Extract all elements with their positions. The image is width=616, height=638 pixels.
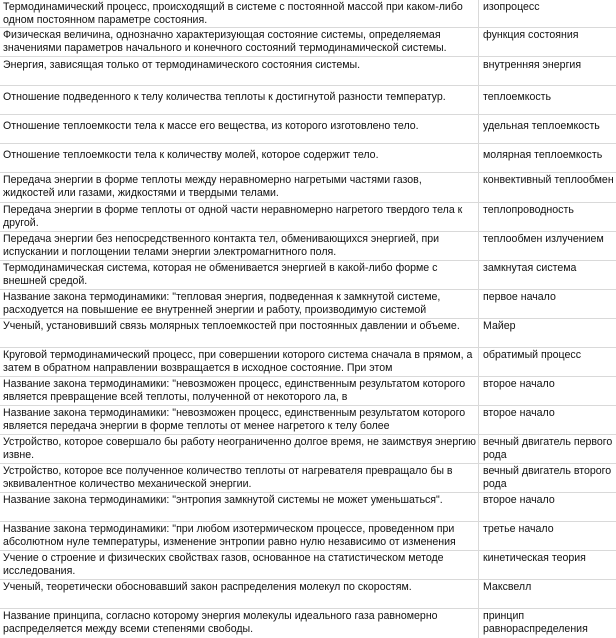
definition-cell: Отношение подведенного к телу количества теплоты к достигнутой разности температур. [0, 86, 479, 114]
term-cell: кинетическая теория [483, 552, 586, 564]
definition-cell: Передача энергии в форме теплоты от одной части неравномерно нагретого твердого тела к другой. [0, 203, 479, 231]
table-row [0, 115, 616, 144]
table-row [0, 580, 616, 609]
definition-cell: Ученый, установивший связь молярных теплоемкостей при постоянных давлении и объеме. [0, 319, 479, 347]
term-cell: принцип равнораспределения [483, 610, 588, 635]
definition-cell: Учение о строение и физических свойствах газов, основанное на статистическом методе исследования. [0, 551, 479, 579]
table-row [0, 319, 616, 348]
definition-cell: Название принципа, согласно которому энергия молекулы идеального газа равномерно распределяется между всеми степенями свободы. [0, 609, 479, 638]
definition-cell: Устройство, которое совершало бы работу неограниченно долгое время, не заимствуя энергию извне. [0, 435, 479, 463]
table-row [0, 493, 616, 522]
table-row [0, 522, 616, 551]
term-cell: удельная теплоемкость [483, 120, 600, 132]
definition-cell: Термодинамическая система, которая не обменивается энергией в какой-либо форме с внешней средой. [0, 261, 479, 289]
term-cell: теплообмен излучением [483, 233, 604, 245]
definition-cell: Название закона термодинамики: "тепловая энергия, подведенная к замкнутой системе, расходуется на повышение ее внутренней энергии и работу, производимую системой [0, 290, 479, 318]
table-row [0, 551, 616, 580]
table-row [0, 173, 616, 203]
table-row [0, 232, 616, 261]
definition-cell: Передача энергии в форме теплоты между неравномерно нагретыми частями газов, жидкостей или газами, жидкостями и твердыми телами. [0, 173, 479, 202]
term-cell: вечный двигатель первого рода [483, 436, 613, 461]
table-row [0, 0, 616, 28]
definition-cell: Отношение теплоемкости тела к массе его вещества, из которого изготовлено тело. [0, 115, 479, 143]
definition-cell: Отношение теплоемкости тела к количеству молей, которое содержит тело. [0, 144, 479, 172]
term-cell: вечный двигатель второго рода [483, 465, 612, 490]
table-row [0, 435, 616, 464]
table-row [0, 57, 616, 86]
definition-cell: Название закона термодинамики: "при любом изотермическом процессе, проведенном при абсолютном нуле температуры, изменение энтропии равно нулю независимо от изменения [0, 522, 479, 550]
table-row [0, 261, 616, 290]
table-row [0, 290, 616, 319]
table-row [0, 348, 616, 377]
term-cell: второе начало [483, 407, 555, 419]
table-row [0, 28, 616, 57]
definition-cell: Физическая величина, однозначно характеризующая состояние системы, определяемая значениями параметров начального и конечного состояний термодинамической системы. [0, 28, 479, 56]
definition-cell: Ученый, теоретически обосновавший закон распределения молекул по скоростям. [0, 580, 479, 608]
table-row [0, 144, 616, 173]
term-cell: третье начало [483, 523, 554, 535]
term-cell: второе начало [483, 378, 555, 390]
definition-cell: Круговой термодинамический процесс, при совершении которого система сначала в прямом, а затем в обратном направлении возвращается в исходное состояние. При этом [0, 348, 479, 376]
term-cell: обратимый процесс [483, 349, 581, 361]
term-cell: Майер [483, 320, 516, 332]
table-row [0, 406, 616, 435]
definition-cell: Название закона термодинамики: "невозможен процесс, единственным результатом которого является превращение всей теплоты, полученной от некоторого ла, в [0, 377, 479, 405]
term-cell: функция состояния [483, 29, 579, 41]
definition-cell: Передача энергии без непосредственного контакта тел, обменивающихся энергией, при испускании и поглощении телами энергии электромагнитного поля. [0, 232, 479, 260]
term-cell: молярная теплоемкость [483, 149, 603, 161]
definition-cell: Название закона термодинамики: "энтропия замкнутой системы не может уменьшаться". [0, 493, 479, 521]
term-cell: конвективный теплообмен [483, 174, 614, 186]
table-row [0, 86, 616, 115]
table-row [0, 203, 616, 232]
term-cell: внутренняя энергия [483, 59, 582, 71]
term-cell: теплопроводность [483, 204, 574, 216]
term-cell: теплоемкость [483, 91, 552, 103]
definition-cell: Энергия, зависящая только от термодинамического состояния системы. [0, 57, 479, 85]
definition-cell: Термодинамический процесс, происходящий в системе с постоянной массой при каком-либо одном постоянном параметре состояния. [0, 0, 479, 27]
term-cell: изопроцесс [483, 1, 540, 13]
table-row [0, 464, 616, 493]
table-row [0, 609, 616, 638]
definition-cell: Устройство, которое все полученное количество теплоты от нагревателя превращало бы в эквивалентное количество механической энергии. [0, 464, 479, 492]
table-row [0, 377, 616, 406]
term-cell: первое начало [483, 291, 556, 303]
definition-cell: Название закона термодинамики: "невозможен процесс, единственным результатом которого является передача энергии в форме теплоты от менее нагретого к телу более [0, 406, 479, 434]
term-cell: Максвелл [483, 581, 532, 593]
term-cell: второе начало [483, 494, 555, 506]
term-cell: замкнутая система [483, 262, 577, 274]
